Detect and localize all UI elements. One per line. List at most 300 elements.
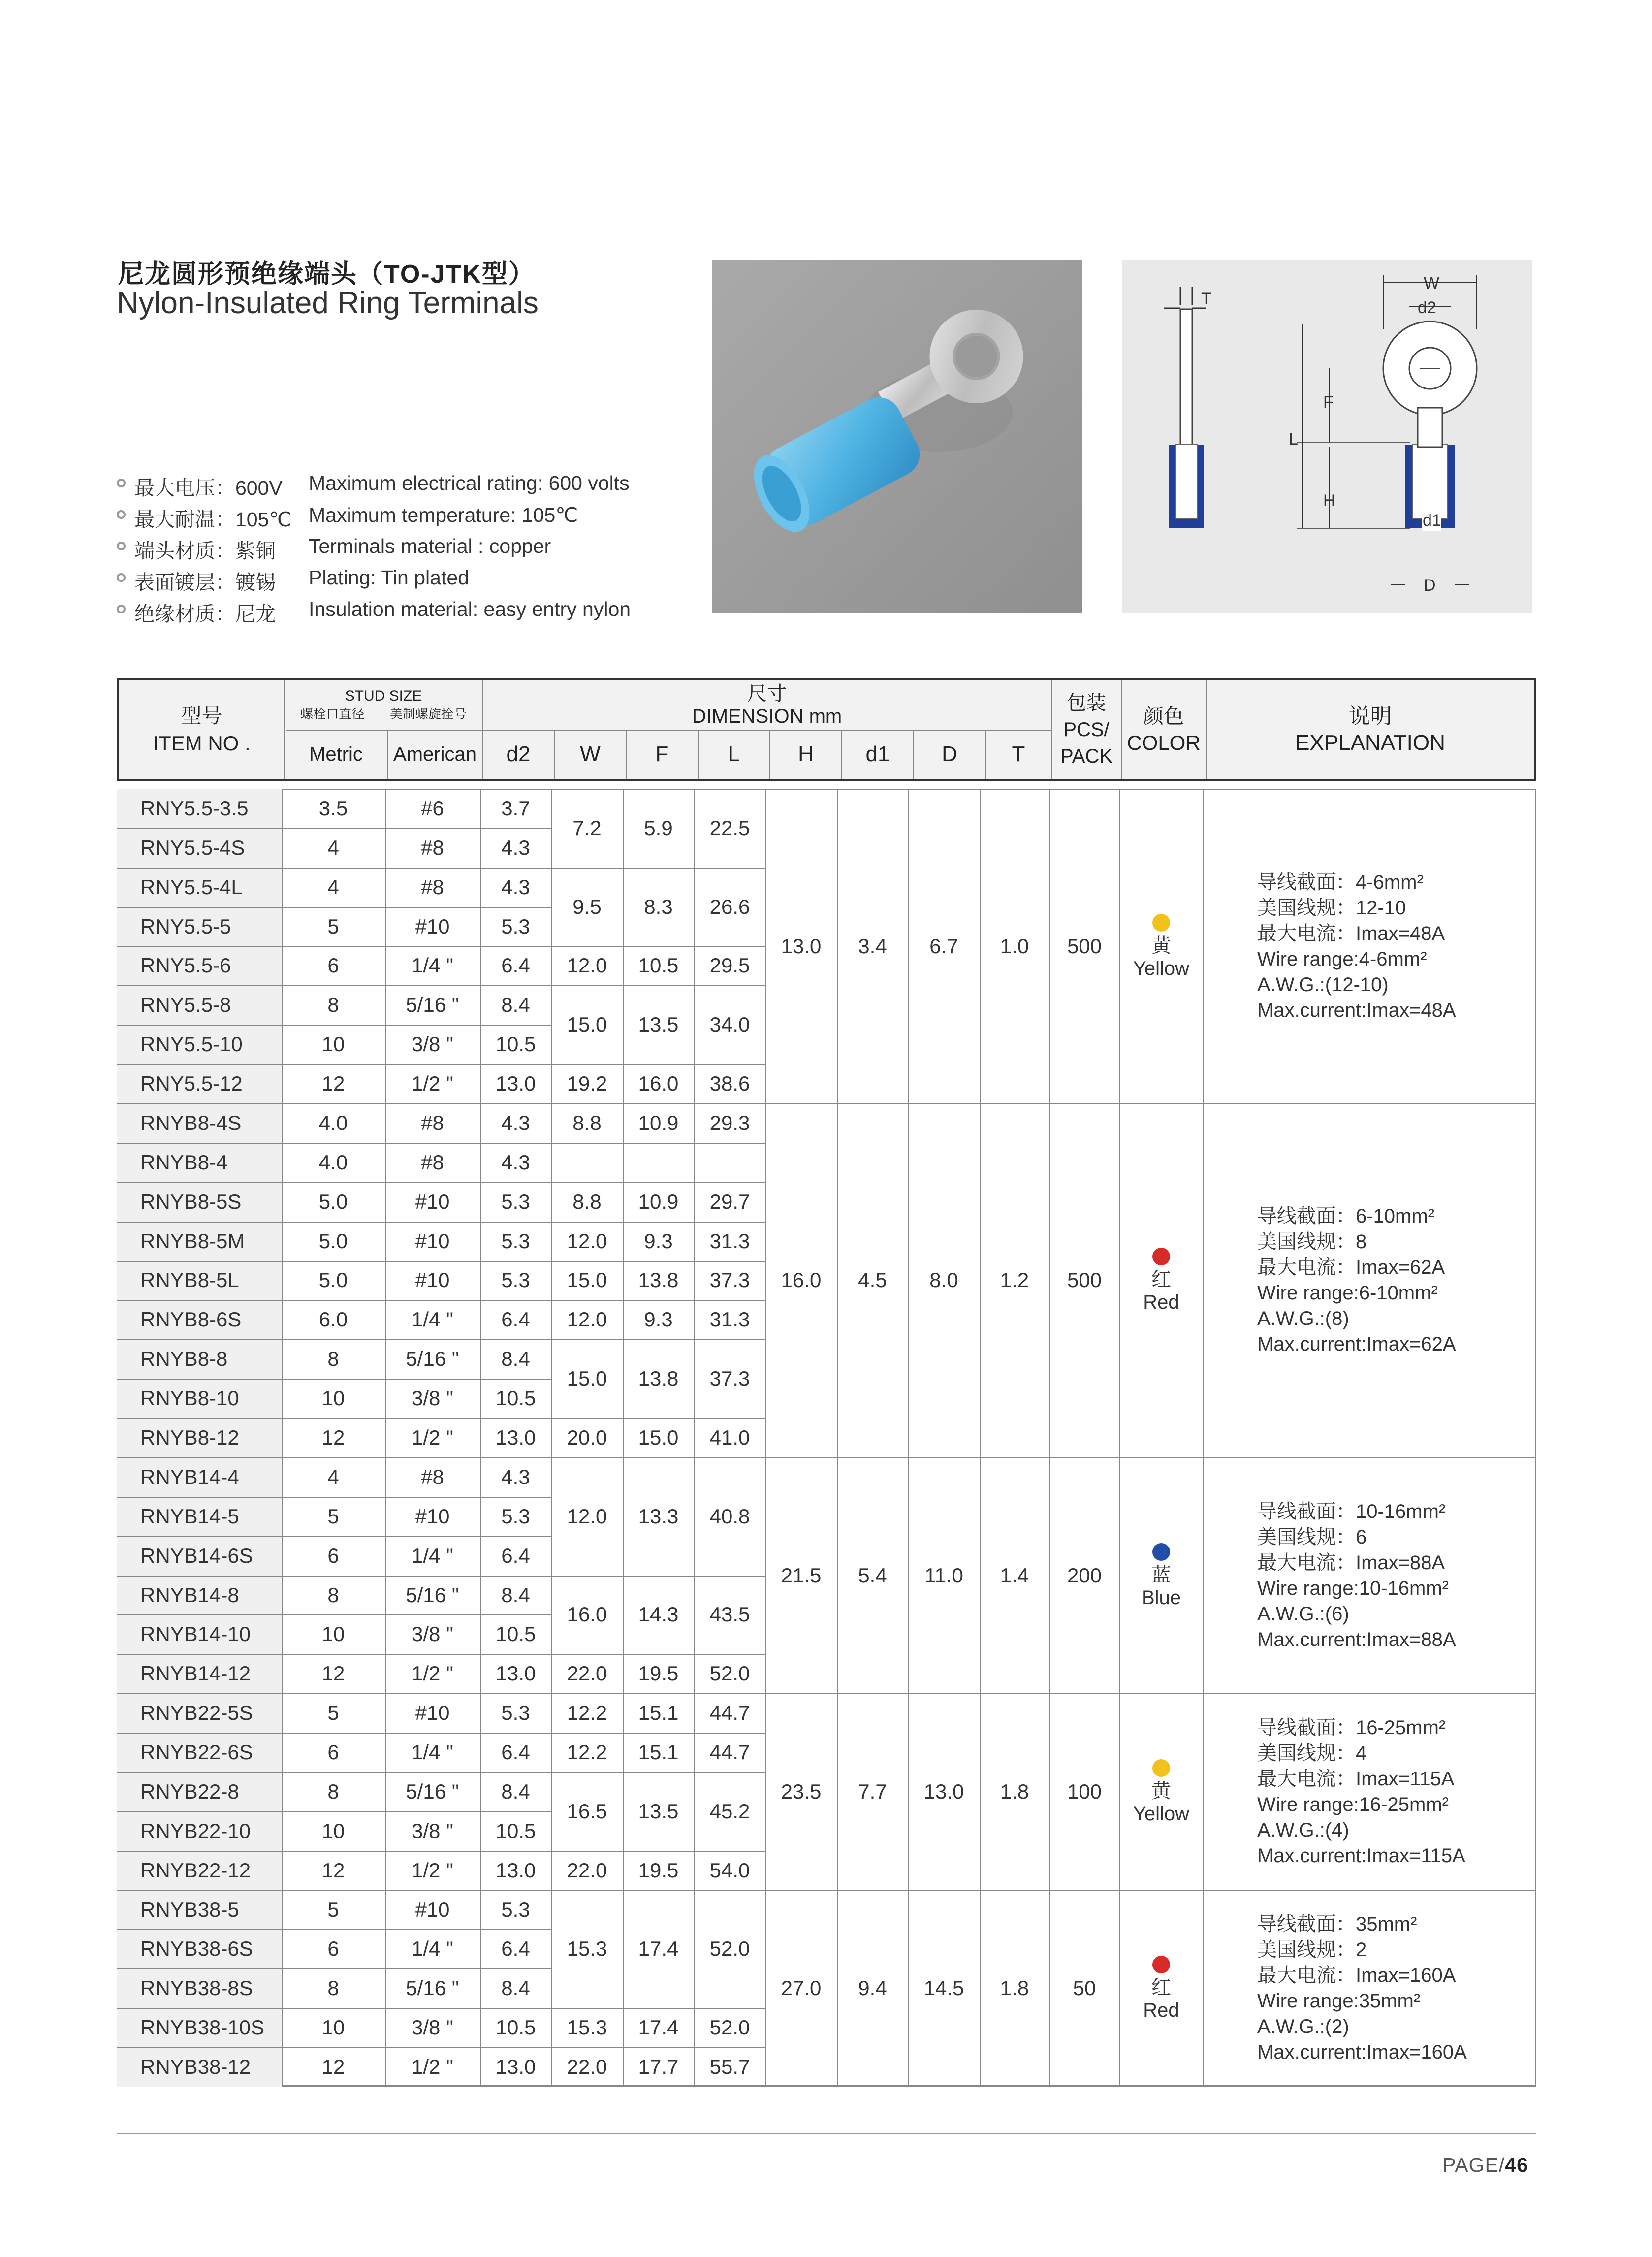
item-no-cell: RNYB38-8S [117,1968,282,2008]
d2-cell: 10.5 [495,1386,536,1410]
explanation-line: A.W.G.:(6) [1257,1603,1349,1625]
header-D: D [942,742,957,766]
explanation-line: Wire range:4-6mm² [1257,948,1427,970]
item-no-cell: RNY5.5-10 [117,1025,282,1064]
metric-cell: 5 [327,914,339,938]
row-divider [117,1654,551,1655]
page-title-en: Nylon-Insulated Ring Terminals [117,286,539,320]
explanation-line: A.W.G.:(4) [1257,1819,1349,1841]
L-cell: 44.7 [709,1741,750,1764]
header-color-cn: 颜色 [1143,705,1184,728]
d2-cell: 10.5 [495,1819,536,1842]
explanation-line: Max.current:Imax=160A [1257,2041,1467,2064]
item-no-cell: RNY5.5-5 [117,907,282,946]
metric-cell: 12 [321,1072,345,1096]
explanation-line: 导线截面：35mm² [1257,1913,1417,1935]
american-cell: 5/16 " [406,1347,459,1371]
color-en: Red [1143,1999,1179,2022]
row-divider [117,1222,551,1223]
item-no-cell: RNYB14-6S [117,1536,282,1576]
color-dot-icon [1152,1248,1170,1265]
metric-cell: 8 [327,1976,339,2000]
metric-cell: 12 [321,2055,345,2079]
D-cell: 6.7 [929,934,958,958]
row-divider [117,1064,551,1065]
explanation-line: 美国线规：4 [1257,1742,1367,1764]
color-cn: 红 [1151,1977,1171,1999]
d2-cell: 8.4 [501,993,530,1017]
header-F: F [655,742,669,766]
explanation-line: 导线截面：10-16mm² [1257,1500,1446,1522]
explanation-line: Wire range:6-10mm² [1257,1282,1438,1304]
color-dot-icon [1152,1543,1170,1561]
explanation-line: Wire range:35mm² [1257,1990,1421,2012]
american-cell: 5/16 " [406,1779,459,1803]
W-cell: 12.0 [567,1229,607,1253]
wfl-divider [551,1576,765,1577]
L-cell: 41.0 [709,1425,750,1449]
side-view-tongue [1180,309,1192,447]
table-header [117,678,1536,781]
T-cell: 1.8 [1000,1976,1029,2000]
explanation-line: 美国线规：6 [1257,1526,1367,1548]
column-divider [480,789,481,2087]
explanation-line: A.W.G.:(12-10) [1257,973,1389,996]
W-cell: 22.0 [567,1858,607,1882]
item-no-cell: RNYB38-5 [117,1890,282,1930]
W-cell: 15.0 [567,1367,607,1390]
color-cn: 红 [1151,1269,1171,1291]
d2-cell: 5.3 [501,1898,530,1921]
d2-cell: 13.0 [495,2055,536,2079]
d2-cell: 13.0 [495,1425,536,1449]
item-no-cell: RNYB14-8 [117,1576,282,1615]
W-cell: 8.8 [572,1111,602,1134]
W-cell: 19.2 [567,1072,607,1096]
american-cell: 1/2 " [412,1072,453,1096]
item-no-cell: RNYB22-5S [117,1693,282,1733]
L-cell [694,1143,765,1182]
d2-cell: 8.4 [501,1583,530,1607]
D-cell: 8.0 [929,1268,958,1292]
color-label [1117,1780,1206,1825]
explanation-line: 美国线规：2 [1257,1939,1367,1961]
diagram-label-T: T [1201,290,1211,308]
color-cn: 黄 [1151,935,1171,957]
pack-cell: 100 [1067,1779,1102,1803]
metric-cell: 10 [321,1622,345,1646]
W-cell: 15.3 [567,2016,607,2039]
row-divider [117,1497,551,1498]
metric-cell: 4.0 [318,1150,348,1174]
american-cell: 1/2 " [412,1662,453,1685]
column-divider [385,789,386,2087]
wfl-divider [551,1222,765,1223]
item-no-cell: RNYB8-12 [117,1418,282,1457]
row-divider [117,1143,551,1144]
L-cell: 52.0 [709,2016,750,2039]
W-cell: 15.0 [567,1013,607,1036]
explanation-block [1257,1911,1467,2065]
wfl-divider [551,946,765,947]
header-pack-en1: PCS/ [1063,719,1110,741]
wfl-divider [551,1103,765,1104]
D-cell: 14.5 [923,1976,964,2000]
metric-cell: 6 [327,1544,339,1567]
header-T: T [1012,742,1025,766]
pack-cell: 200 [1067,1563,1102,1587]
american-cell: #8 [421,836,444,859]
explanation-line: Max.current:Imax=115A [1257,1844,1465,1867]
W-cell: 16.5 [567,1799,607,1823]
american-cell: 3/8 " [412,2016,453,2039]
d2-cell: 4.3 [501,1111,530,1134]
row-divider [117,1733,551,1734]
item-no-cell: RNYB8-4 [117,1143,282,1182]
explanation-line: Wire range:16-25mm² [1257,1793,1449,1815]
color-cn: 蓝 [1151,1564,1171,1586]
F-cell: 16.0 [638,1072,679,1096]
series-divider [765,1693,1536,1694]
wfl-divider [551,1182,765,1183]
row-divider [117,828,551,829]
bullet-icon [117,542,126,550]
metric-cell: 8 [327,1347,339,1371]
item-no-cell: RNYB14-5 [117,1497,282,1536]
L-cell: 45.2 [709,1799,750,1823]
american-cell: #8 [421,1465,444,1488]
explanation-line: 导线截面：6-10mm² [1257,1205,1435,1227]
header-stud-title: STUD SIZE [345,688,422,704]
d2-cell: 5.3 [501,1190,530,1213]
item-no-cell: RNYB22-10 [117,1811,282,1851]
table-body [117,789,1536,2087]
american-cell: 3/8 " [412,1386,453,1410]
header-color-en: COLOR [1127,731,1201,754]
color-label [1117,935,1206,980]
header-dim-en: DIMENSION mm [692,706,842,727]
header-d1: d1 [865,742,890,766]
d2-cell: 8.4 [501,1976,530,2000]
F-cell: 19.5 [638,1858,679,1882]
diagram-label-D: D [1424,576,1436,595]
D-cell: 13.0 [923,1779,964,1803]
d2-cell: 8.4 [501,1779,530,1803]
L-cell: 26.6 [709,895,750,918]
L-cell: 52.0 [709,1662,750,1685]
row-divider [117,1772,551,1773]
W-cell: 12.2 [567,1741,607,1764]
footer-divider [117,2133,1536,2134]
metric-cell: 5 [327,1504,339,1528]
d2-cell: 6.4 [501,1544,530,1567]
metric-cell: 6 [327,1741,339,1764]
explanation-line: A.W.G.:(8) [1257,1308,1349,1330]
metric-cell: 10 [321,1032,345,1056]
F-cell: 13.8 [638,1367,679,1390]
color-dot-icon [1152,1759,1170,1777]
item-no-cell: RNYB22-12 [117,1851,282,1890]
row-divider [117,1693,551,1694]
pack-cell: 500 [1067,1268,1102,1292]
color-en: Yellow [1133,1803,1190,1825]
d1-cell: 4.5 [858,1268,887,1292]
d2-cell: 4.3 [501,1465,530,1488]
row-divider [117,1103,551,1104]
american-cell: #10 [415,1190,450,1213]
header-pack-en2: PACK [1060,745,1112,767]
L-cell: 29.5 [709,954,750,977]
explanation-line: 最大电流：Imax=88A [1257,1551,1445,1574]
F-cell: 17.4 [638,2016,679,2039]
product-photo [712,260,1082,613]
row-divider [117,2008,551,2009]
explanation-line: 最大电流：Imax=62A [1257,1257,1445,1279]
d2-cell: 6.4 [501,1308,530,1331]
metric-cell: 6 [327,1937,339,1961]
L-cell: 29.7 [709,1190,750,1213]
d2-cell: 6.4 [501,1937,530,1961]
F-cell: 10.9 [638,1111,679,1134]
d2-cell: 6.4 [501,1741,530,1764]
bullet-icon [117,573,126,582]
item-no-cell: RNYB8-10 [117,1379,282,1418]
F-cell: 10.5 [638,954,679,977]
explanation-line: 最大电流：Imax=48A [1257,922,1445,944]
F-cell: 15.1 [638,1701,679,1725]
row-divider [117,1339,551,1340]
wfl-divider [551,1733,765,1734]
wfl-divider [551,1300,765,1301]
item-no-cell: RNY5.5-4L [117,868,282,907]
header-L: L [728,742,740,766]
W-cell: 7.2 [572,816,602,839]
F-cell: 8.3 [644,895,673,918]
d2-cell: 4.3 [501,875,530,899]
american-cell: 1/2 " [412,2055,453,2079]
F-cell: 15.1 [638,1741,679,1764]
diagram-label-W: W [1424,274,1440,292]
explanation-line: Wire range:10-16mm² [1257,1577,1449,1599]
american-cell: 1/4 " [412,1544,453,1567]
F-cell: 5.9 [644,816,673,839]
header-metric: Metric [309,743,363,765]
H-cell: 16.0 [781,1268,822,1292]
row-divider [117,1929,551,1930]
L-cell: 34.0 [709,1013,750,1036]
metric-cell: 5.0 [318,1268,348,1292]
wfl-divider [551,1654,765,1655]
W-cell: 22.0 [567,2055,607,2079]
color-cn: 黄 [1151,1780,1171,1802]
column-divider [551,789,552,2087]
d2-cell: 4.3 [501,1150,530,1174]
color-label [1117,1564,1206,1609]
W-cell [551,1143,623,1182]
H-cell: 13.0 [781,934,822,958]
american-cell: 3/8 " [412,1819,453,1842]
wfl-divider [551,2008,765,2009]
american-cell: 1/4 " [412,1937,453,1961]
row-divider [117,1182,551,1183]
color-dot-icon [1152,914,1170,932]
explanation-line: 导线截面：16-25mm² [1257,1716,1446,1739]
T-cell: 1.0 [1000,934,1029,958]
d2-cell: 6.4 [501,954,530,977]
american-cell: #10 [415,1701,450,1725]
row-divider [117,1536,551,1537]
header-expl-en: EXPLANATION [1295,731,1445,755]
explanation-line: 导线截面：4-6mm² [1257,871,1424,893]
column-divider [765,789,766,2087]
column-divider [282,789,283,2087]
W-cell: 8.8 [572,1190,602,1213]
F-cell: 14.3 [638,1603,679,1626]
metric-cell: 8 [327,1779,339,1803]
T-cell: 1.2 [1000,1268,1029,1292]
T-cell: 1.8 [1000,1779,1029,1803]
wfl-divider [551,985,765,986]
W-cell: 22.0 [567,1662,607,1685]
W-cell: 12.0 [567,1308,607,1331]
american-cell: 5/16 " [406,1976,459,2000]
W-cell: 15.3 [567,1937,607,1961]
american-cell: 1/4 " [412,1308,453,1331]
row-divider [117,1890,551,1891]
header-W: W [580,742,601,766]
color-en: Blue [1141,1586,1181,1609]
explanation-line: 美国线规：12-10 [1257,897,1406,919]
L-cell: 38.6 [709,1072,750,1096]
item-no-cell: RNY5.5-8 [117,985,282,1025]
L-cell: 31.3 [709,1308,750,1331]
wfl-divider [551,1890,765,1891]
wfl-divider [551,1339,765,1340]
american-cell: #10 [415,1229,450,1253]
metric-cell: 10 [321,2016,345,2039]
row-divider [117,1576,551,1577]
item-no-cell: RNYB14-4 [117,1457,282,1497]
F-cell [623,1143,694,1182]
W-cell: 12.2 [567,1701,607,1725]
row-divider [117,1418,551,1419]
item-no-cell: RNYB14-10 [117,1614,282,1654]
L-cell: 52.0 [709,1937,750,1961]
metric-cell: 5.0 [318,1190,348,1213]
row-divider [117,985,551,986]
L-cell: 29.3 [709,1111,750,1134]
wfl-divider [551,1261,765,1262]
d2-cell: 5.3 [501,1268,530,1292]
d2-cell: 3.7 [501,796,530,820]
L-cell: 55.7 [709,2055,750,2079]
diagram-label-d1: d1 [1423,511,1441,530]
d1-cell: 3.4 [858,934,887,958]
row-divider [117,1614,551,1615]
metric-cell: 5.0 [318,1229,348,1253]
header-d2: d2 [506,742,531,766]
H-cell: 23.5 [781,1779,822,1803]
d2-cell: 5.3 [501,1229,530,1253]
wfl-divider [551,1851,765,1852]
header-H: H [798,742,814,766]
F-cell: 13.8 [638,1268,679,1292]
header-dim-cn: 尺寸 [747,683,787,705]
W-cell: 12.0 [567,1504,607,1528]
metric-cell: 4 [327,1465,339,1488]
T-cell: 1.4 [1000,1563,1029,1587]
american-cell: #8 [421,1111,444,1134]
W-cell: 15.0 [567,1268,607,1292]
item-no-cell: RNY5.5-3.5 [117,789,282,828]
american-cell: 5/16 " [406,1583,459,1607]
color-dot-icon [1152,1956,1170,1973]
explanation-line: 最大电流：Imax=160A [1257,1965,1456,1987]
F-cell: 10.9 [638,1190,679,1213]
d2-cell: 10.5 [495,1032,536,1056]
column-divider [694,789,695,2087]
page-title-cn: 尼龙圆形预绝缘端头（TO-JTK型） [118,260,535,289]
metric-cell: 6.0 [318,1308,348,1331]
explanation-line: A.W.G.:(2) [1257,2016,1349,2038]
item-no-cell: RNYB8-8 [117,1339,282,1379]
metric-cell: 8 [327,993,339,1017]
item-no-cell: RNY5.5-6 [117,946,282,986]
metric-cell: 4 [327,836,339,859]
F-cell: 13.5 [638,1013,679,1036]
pack-cell: 50 [1073,1976,1096,2000]
d2-cell: 10.5 [495,1622,536,1646]
d2-cell: 13.0 [495,1072,536,1096]
F-cell: 13.5 [638,1799,679,1823]
american-cell: #10 [415,1504,450,1528]
item-no-cell: RNYB8-6S [117,1300,282,1339]
d1-cell: 5.4 [858,1563,887,1587]
row-divider [117,1811,551,1812]
row-divider [117,1261,551,1262]
ring-terminal-image [712,260,1082,613]
header-item-en: ITEM NO . [153,732,251,755]
H-cell: 21.5 [781,1563,822,1587]
series-divider [765,1890,1536,1891]
explanation-line: 最大电流：Imax=115A [1257,1768,1455,1790]
L-cell: 37.3 [709,1367,750,1390]
explanation-block [1257,1715,1465,1869]
item-no-cell: RNY5.5-4S [117,828,282,868]
d2-cell: 13.0 [495,1858,536,1882]
L-cell: 43.5 [709,1603,750,1626]
metric-cell: 5 [327,1898,339,1921]
american-cell: 1/2 " [412,1858,453,1882]
row-divider [117,868,551,869]
pack-cell: 500 [1067,934,1102,958]
header-item-cn: 型号 [181,704,222,727]
column-divider [1203,789,1204,2087]
L-cell: 37.3 [709,1268,750,1292]
d2-cell: 5.3 [501,1504,530,1528]
american-cell: 3/8 " [412,1622,453,1646]
metric-cell: 12 [321,1858,345,1882]
dimension-diagram [1122,260,1532,613]
wfl-divider [551,1143,765,1144]
american-cell: #10 [415,1898,450,1921]
W-cell: 16.0 [567,1603,607,1626]
W-cell: 20.0 [567,1425,607,1449]
diagram-label-F: F [1323,393,1334,412]
item-no-cell: RNYB22-8 [117,1772,282,1811]
explanation-block [1257,1499,1456,1652]
explanation-line: 美国线规：8 [1257,1231,1367,1253]
